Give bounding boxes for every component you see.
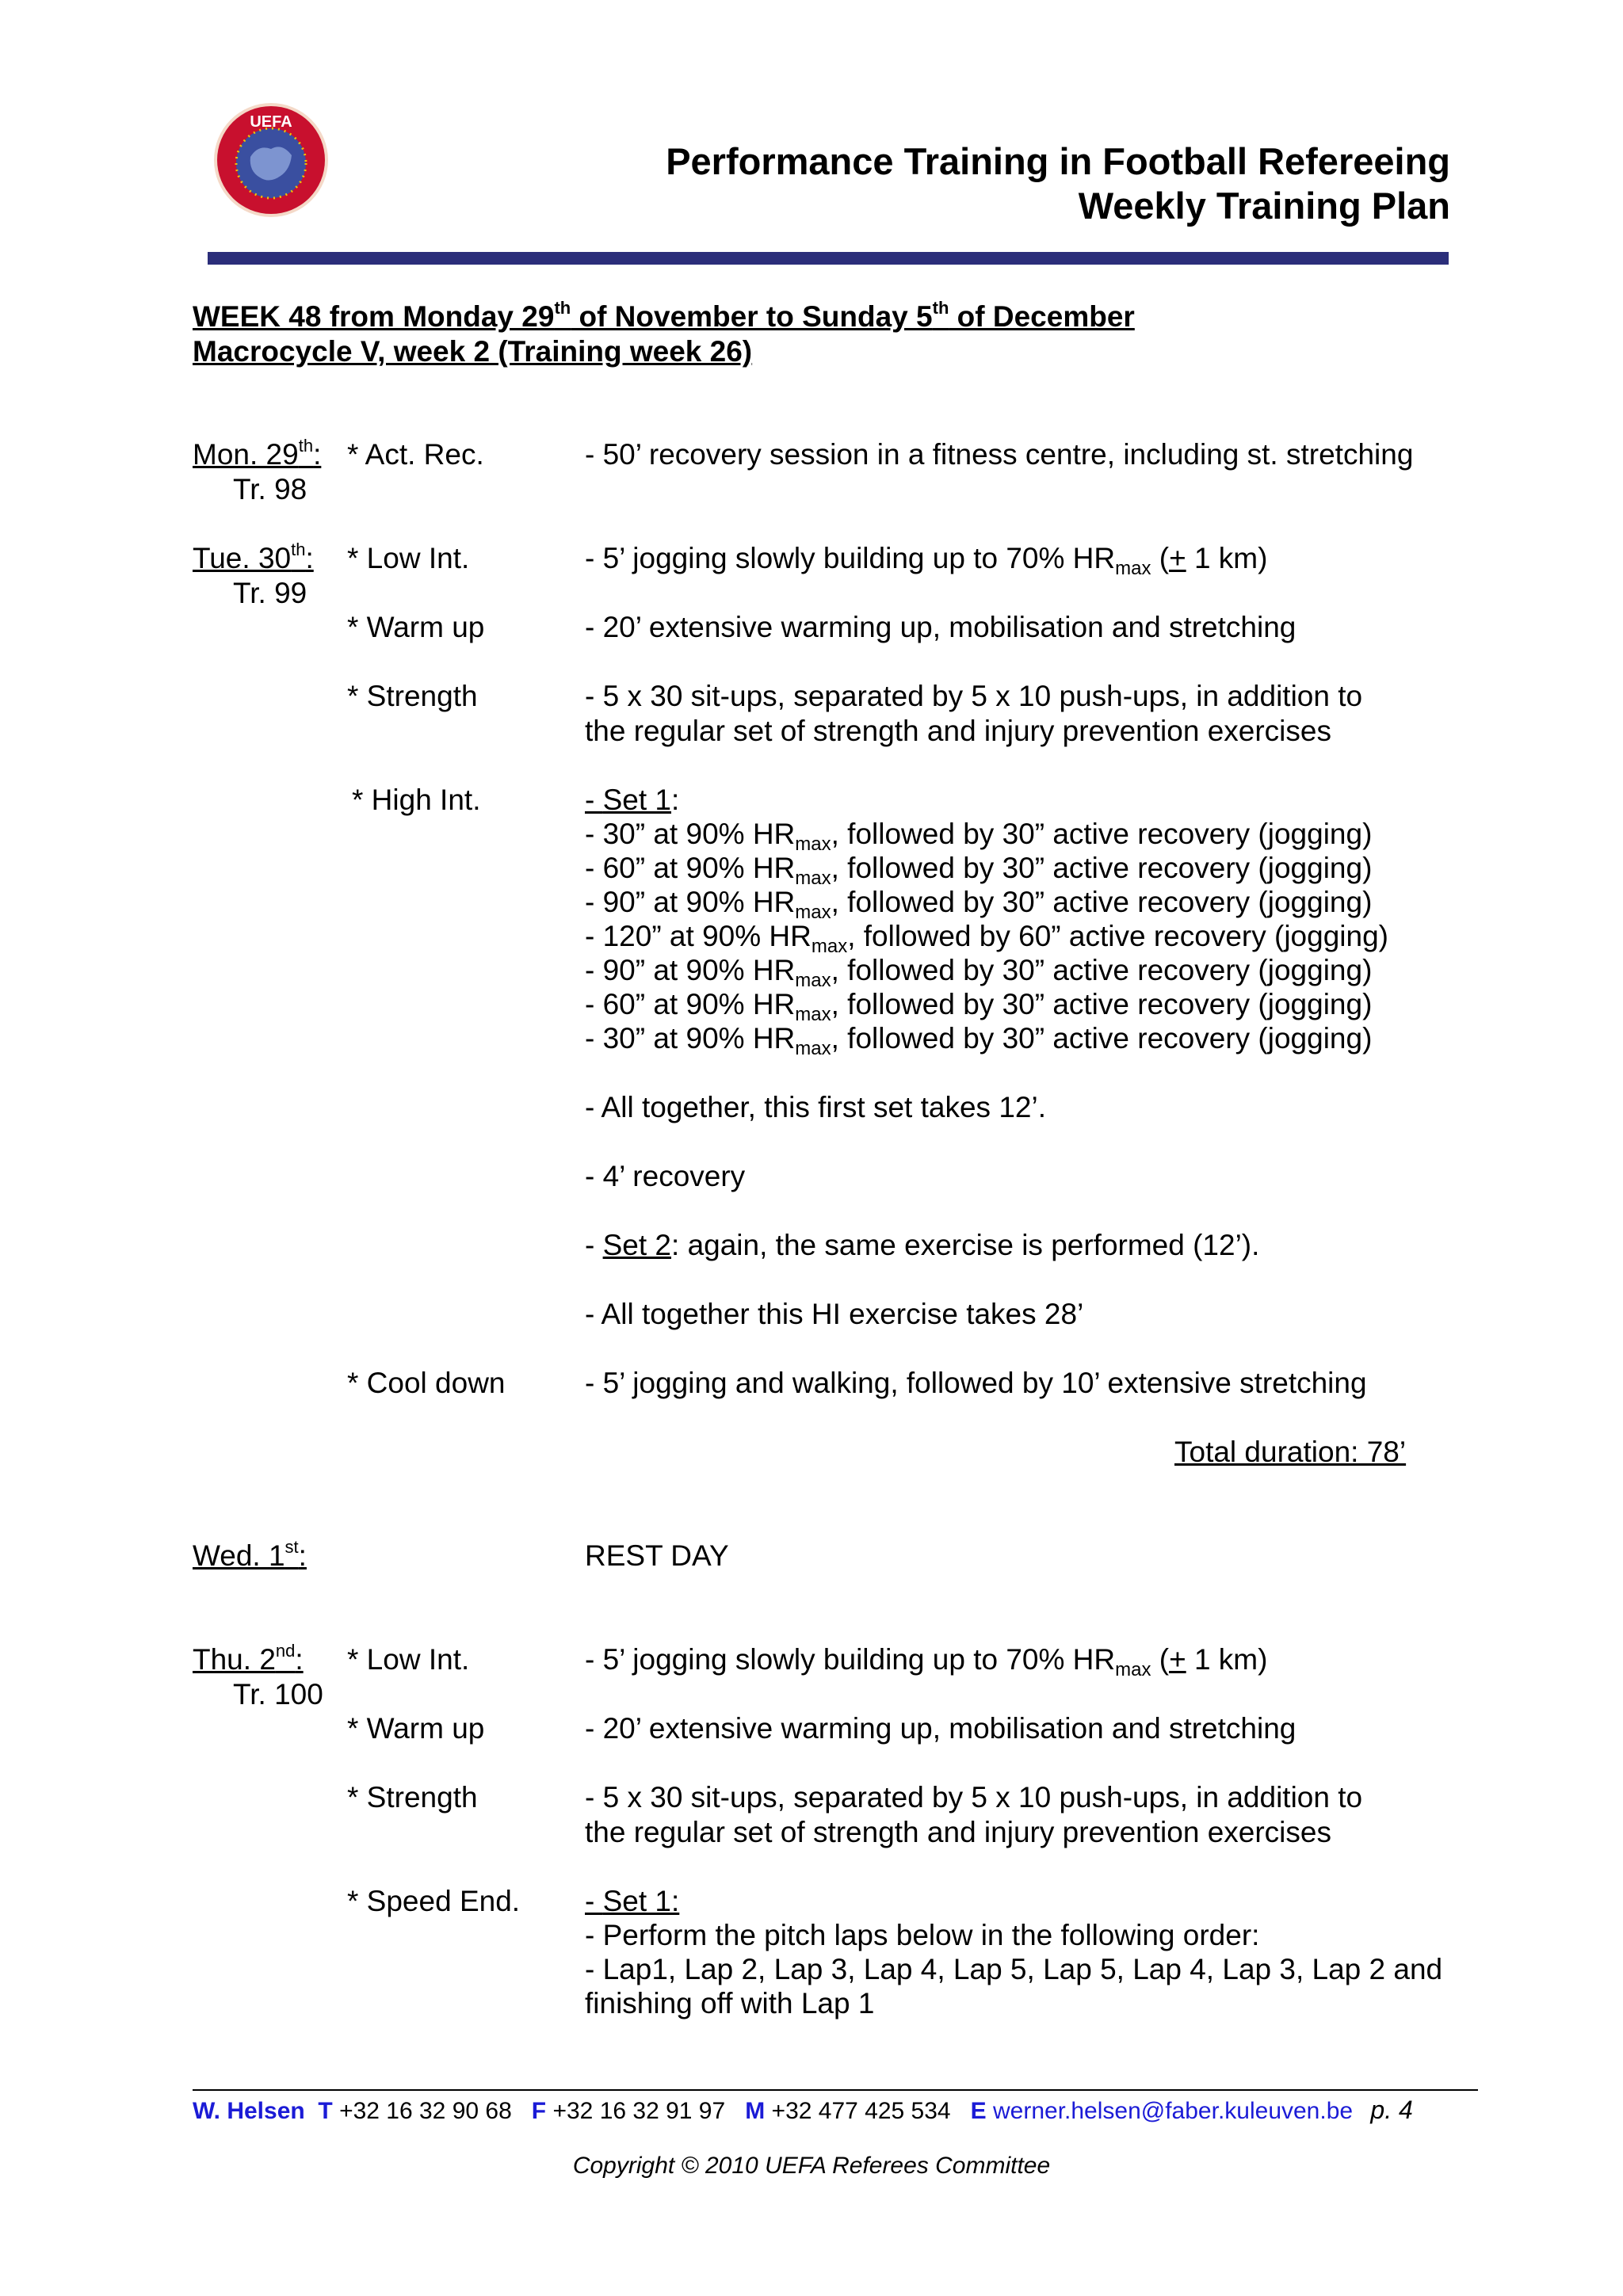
day-label-mon: Mon. 29th: bbox=[193, 436, 322, 471]
mobile-number: +32 477 425 534 bbox=[771, 2098, 951, 2124]
page-title bbox=[666, 139, 1450, 228]
category-low-int: * Low Int. bbox=[347, 542, 470, 574]
category-warm-up: * Warm up bbox=[347, 1712, 485, 1745]
week-heading-line-2: Macrocycle V, week 2 (Training week 26) bbox=[193, 335, 753, 368]
interval-line: - 30” at 90% $HR_{max}$, followed by 30” active recovery (jogging) bbox=[585, 818, 1373, 855]
tue-strength-line-2: the regular set of strength and injury prevention exercises bbox=[585, 715, 1331, 747]
phone-number: +32 16 32 90 68 bbox=[339, 2098, 512, 2124]
interval-line: - 90” at 90% $HR_{max}$, followed by 30” active recovery (jogging) bbox=[585, 954, 1373, 991]
training-number-thu: Tr. 100 bbox=[233, 1678, 323, 1711]
tue-set-1-heading: - Set 1: bbox=[585, 784, 680, 816]
interval-line: - 60” at 90% $HR_{max}$, followed by 30” active recovery (jogging) bbox=[585, 988, 1373, 1025]
thu-speed-line-3: finishing off with Lap 1 bbox=[585, 1987, 875, 2019]
tue-cool-down-description: - 5’ jogging and walking, followed by 10’ extensive stretching bbox=[585, 1367, 1367, 1399]
thu-low-int-description: - 5’ jogging slowly building up to 70% $HR_{max}$ (+ 1 km) bbox=[585, 1643, 1268, 1680]
title-line-1: Performance Training in Football Refereeing bbox=[666, 140, 1450, 182]
category-high-int: * High Int. bbox=[352, 784, 481, 816]
category-strength: * Strength bbox=[347, 1781, 478, 1814]
author-name: W. Helsen bbox=[193, 2098, 305, 2124]
thu-strength-line-1: - 5 x 30 sit-ups, separated by 5 x 10 push-ups, in addition to bbox=[585, 1781, 1363, 1814]
training-number-tue: Tr. 99 bbox=[233, 577, 307, 609]
category-strength: * Strength bbox=[347, 680, 478, 712]
category-act-rec: * Act. Rec. bbox=[347, 438, 484, 471]
category-warm-up: * Warm up bbox=[347, 611, 485, 643]
tue-set-2: - Set 2: again, the same exercise is performed (12’). bbox=[585, 1229, 1260, 1261]
tue-low-int-description: - 5’ jogging slowly building up to 70% $HR_{max}$ (+ 1 km) bbox=[585, 542, 1268, 579]
interval-line: - 90” at 90% $HR_{max}$, followed by 30” active recovery (jogging) bbox=[585, 886, 1373, 923]
day-label-thu: Thu. 2nd: bbox=[193, 1641, 304, 1676]
fax-number: +32 16 32 91 97 bbox=[552, 2098, 726, 2124]
day-label-wed: Wed. 1st: bbox=[193, 1537, 307, 1572]
thu-speed-line-1: - Perform the pitch laps below in the following order: bbox=[585, 1919, 1260, 1951]
tue-recovery: - 4’ recovery bbox=[585, 1160, 746, 1192]
category-cool-down: * Cool down bbox=[347, 1367, 506, 1399]
interval-line: - 30” at 90% $HR_{max}$, followed by 30” active recovery (jogging) bbox=[585, 1022, 1373, 1059]
uefa-logo bbox=[212, 101, 330, 219]
email-link[interactable]: werner.helsen@faber.kuleuven.be bbox=[992, 2098, 1354, 2124]
thu-set-1-heading: - Set 1: bbox=[585, 1885, 680, 1917]
title-line-2: Weekly Training Plan bbox=[1078, 185, 1450, 227]
day-label-tue: Tue. 30th: bbox=[193, 540, 314, 574]
header-divider bbox=[208, 252, 1449, 265]
total-duration: Total duration: 78’ bbox=[1174, 1436, 1407, 1468]
interval-line: - 60” at 90% $HR_{max}$, followed by 30” active recovery (jogging) bbox=[585, 852, 1373, 889]
tue-set-1-total: - All together, this first set takes 12’. bbox=[585, 1091, 1046, 1123]
copyright-notice: Copyright © 2010 UEFA Referees Committee bbox=[572, 2153, 1051, 2179]
footer-divider bbox=[193, 2089, 1478, 2091]
tue-warm-up-description: - 20’ extensive warming up, mobilisation and stretching bbox=[585, 611, 1296, 643]
rest-day: REST DAY bbox=[585, 1539, 729, 1572]
svg-text:UEFA: UEFA bbox=[250, 113, 292, 131]
page-number: p. 4 bbox=[1370, 2096, 1413, 2124]
thu-speed-line-2: - Lap1, Lap 2, Lap 3, Lap 4, Lap 5, Lap 5, Lap 4, Lap 3, Lap 2 and bbox=[585, 1953, 1443, 1985]
tue-strength-line-1: - 5 x 30 sit-ups, separated by 5 x 10 push-ups, in addition to bbox=[585, 680, 1363, 712]
training-number-mon: Tr. 98 bbox=[233, 473, 307, 505]
week-heading bbox=[193, 299, 1135, 369]
interval-line: - 120” at 90% $HR_{max}$, followed by 60” active recovery (jogging) bbox=[585, 920, 1388, 957]
category-speed-end: * Speed End. bbox=[347, 1885, 521, 1917]
thu-warm-up-description: - 20’ extensive warming up, mobilisation and stretching bbox=[585, 1712, 1296, 1745]
category-low-int: * Low Int. bbox=[347, 1643, 470, 1676]
mon-description: - 50’ recovery session in a fitness centre, including st. stretching bbox=[585, 438, 1414, 471]
tue-hi-total: - All together this HI exercise takes 28’ bbox=[585, 1298, 1084, 1330]
footer-contact: W. Helsen T +32 16 32 90 68 F +32 16 32 91 97 M +32 477 425 534 E werner.helsen@faber.kuleuven.be p. 4 bbox=[193, 2096, 1413, 2124]
thu-strength-line-2: the regular set of strength and injury prevention exercises bbox=[585, 1816, 1331, 1848]
week-heading-line-1: WEEK 48 from Monday 29th of November to Sunday 5th of December bbox=[193, 298, 1135, 333]
